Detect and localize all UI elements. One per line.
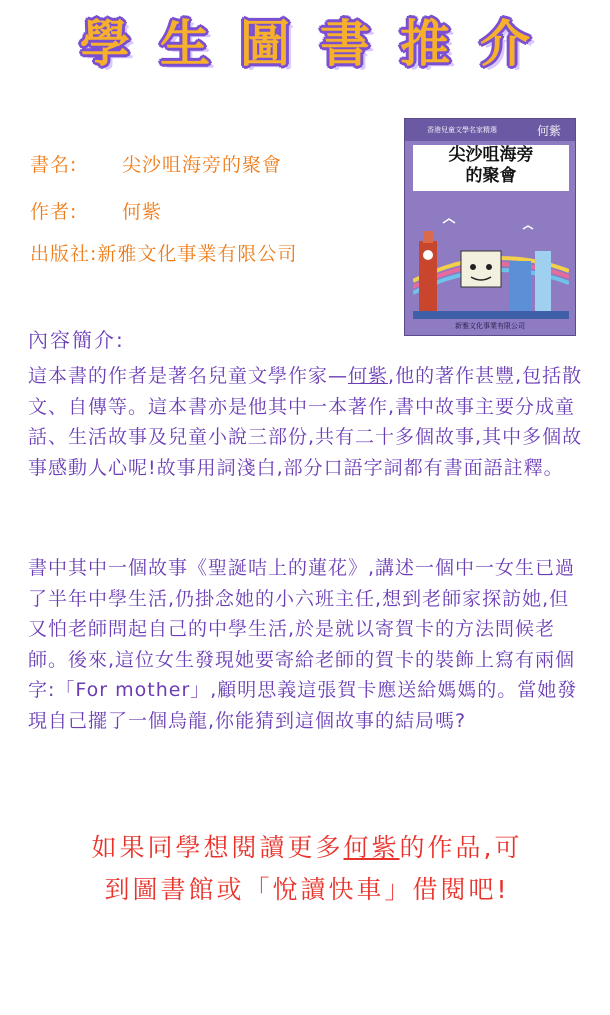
intro-p1-a: 這本書的作者是著名兒童文學作家—	[28, 365, 349, 387]
book-publisher-label: 出版社:	[30, 243, 98, 265]
cover-illustration	[413, 211, 569, 319]
cover-author: 何紫	[536, 124, 561, 138]
book-name: 尖沙咀海旁的聚會	[122, 154, 283, 176]
book-publisher: 新雅文化事業有限公司	[97, 243, 298, 265]
promo-line-2: 到圖書館或「悅讀快車」借閱吧!	[104, 875, 510, 904]
book-publisher-row	[30, 239, 297, 266]
cover-header	[405, 119, 575, 141]
cover-series: 香港兒童文學名家精選	[427, 126, 497, 134]
promo-b: 的作品,可	[399, 833, 523, 862]
book-author-row	[30, 197, 162, 224]
cover-title-line1: 尖沙咀海旁	[448, 145, 534, 165]
intro-p1-b: ,他的著作甚豐,包括散文、自傳等。這本書亦是他其中一本著作,書中故事主要分成童話、生活故事及兒童小說三部份,共有二十多個故事,其中多個故事感動人心呢!故事用詞淺白,部分口語字詞都有書面語註釋。	[28, 365, 583, 479]
intro-p1-author: 何紫	[348, 365, 389, 387]
book-name-label: 書名:	[30, 154, 78, 176]
cover-title-line2: 的聚會	[465, 166, 517, 186]
promo-author: 何紫	[343, 833, 400, 862]
page-title: 學生圖書推介	[80, 15, 560, 73]
book-author-label: 作者:	[30, 201, 78, 223]
cover-title-box	[413, 145, 569, 191]
book-cover-image	[404, 118, 576, 336]
promo-a: 如果同學想閱讀更多	[91, 833, 344, 862]
book-author: 何紫	[122, 201, 163, 223]
intro-heading: 內容簡介:	[28, 328, 125, 352]
cover-publisher: 新雅文化事業有限公司	[455, 322, 525, 330]
promo-line-1	[22, 827, 592, 869]
intro-paragraph-1	[28, 361, 588, 483]
intro-paragraph-2: 書中其中一個故事《聖誕咭上的蓮花》,講述一個中一女生已過了半年中學生活,仍掛念她的小六班主任,想到老師家探訪她,但又怕老師問起自己的中學生活,於是就以寄賀卡的方法問候老師。後來,這位女生發現她要寄給老師的賀卡的裝飾上寫有兩個字:「For mother」,顧明思義這張賀卡應送給媽媽的。當她發現自己擺了一個烏龍,你能猜到這個故事的結局嗎?	[28, 557, 578, 732]
book-name-row	[30, 150, 282, 177]
